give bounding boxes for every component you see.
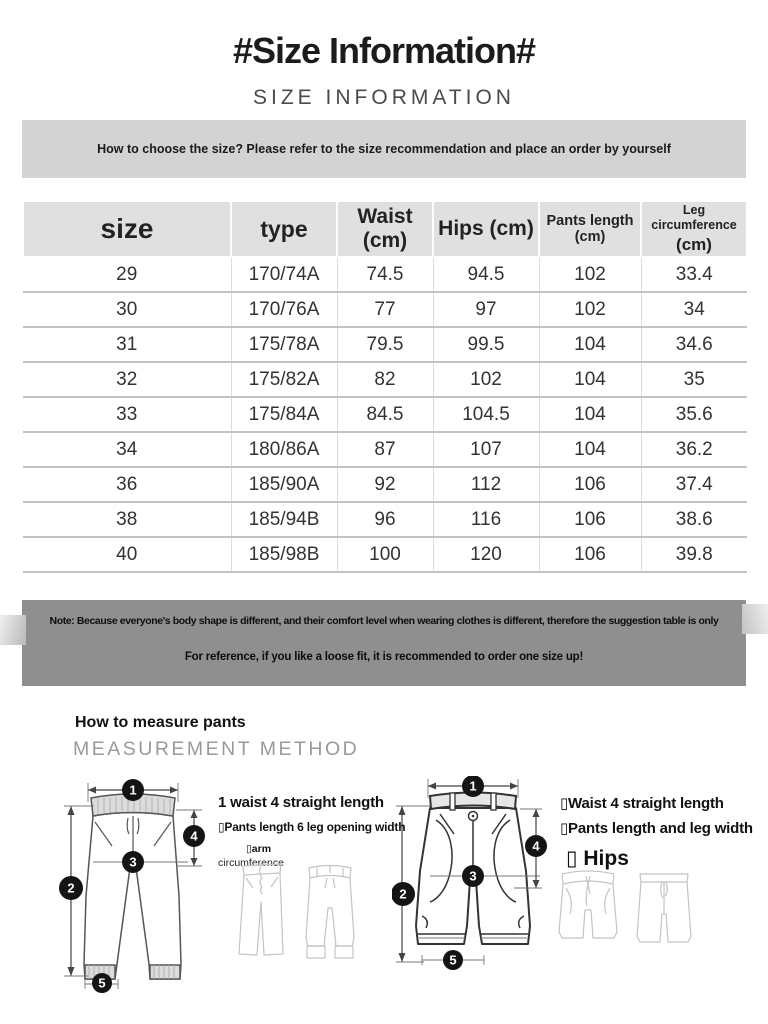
table-cell: 38.6: [641, 502, 747, 537]
pants-thumbnails: [233, 858, 359, 962]
col-header-size: size: [23, 201, 231, 257]
size-table-body: [23, 257, 747, 572]
table-cell: 39.8: [641, 537, 747, 572]
pants-marker-5: 5: [98, 975, 106, 991]
pants-marker-1: 1: [129, 782, 137, 798]
table-cell: 106: [539, 467, 641, 502]
table-cell: 29: [23, 257, 231, 292]
table-cell: 35.6: [641, 397, 747, 432]
shorts-thumbnails: [556, 862, 696, 952]
pants-thumbnail-2: [301, 858, 359, 962]
table-cell: 36.2: [641, 432, 747, 467]
table-cell: 175/84A: [231, 397, 337, 432]
col-header-hips: Hips (cm): [433, 201, 539, 257]
col-header-type: type: [231, 201, 337, 257]
table-row: [23, 432, 747, 467]
page-subtitle: SIZE INFORMATION: [253, 86, 515, 109]
table-cell: 175/78A: [231, 327, 337, 362]
pants-note-2: ▯Pants length 6 leg opening width: [218, 820, 406, 834]
table-cell: 36: [23, 467, 231, 502]
pants-diagram-svg: [58, 776, 208, 994]
table-cell: 34: [641, 292, 747, 327]
table-row: [23, 502, 747, 537]
note-line-1: Note: Because everyone's body shape is different, and their comfort level when wearing clothes is different, therefore the suggestion table is only: [49, 615, 719, 627]
table-cell: 185/94B: [231, 502, 337, 537]
table-cell: 33.4: [641, 257, 747, 292]
measure-heading: How to measure pants: [75, 714, 246, 731]
shorts-measure-notes: [560, 794, 753, 871]
shorts-diagram-svg: [392, 776, 550, 978]
shorts-thumbnail-1: [556, 862, 620, 952]
table-cell: 34.6: [641, 327, 747, 362]
table-cell: 112: [433, 467, 539, 502]
table-cell: 99.5: [433, 327, 539, 362]
table-cell: 170/76A: [231, 292, 337, 327]
table-row: [23, 467, 747, 502]
shorts-diagram: [392, 776, 550, 983]
table-cell: 116: [433, 502, 539, 537]
table-cell: 94.5: [433, 257, 539, 292]
shorts-thumbnail-2: [632, 864, 696, 952]
shorts-note-2: ▯Pants length and leg width: [560, 820, 753, 837]
table-row: [23, 537, 747, 572]
table-cell: 107: [433, 432, 539, 467]
table-cell: 100: [337, 537, 433, 572]
table-cell: 97: [433, 292, 539, 327]
size-table-header: [23, 201, 747, 257]
measure-subheading: MEASUREMENT METHOD: [73, 738, 360, 760]
size-table: [22, 200, 748, 573]
page-title: #Size Information#: [232, 30, 536, 71]
table-cell: 30: [23, 292, 231, 327]
table-cell: 120: [433, 537, 539, 572]
shorts-marker-1: 1: [469, 778, 477, 794]
shorts-marker-2: 2: [399, 886, 407, 902]
note-banner: [22, 600, 746, 686]
shorts-note-3: ▯ Hips: [566, 847, 629, 870]
table-cell: 106: [539, 537, 641, 572]
pants-marker-4: 4: [190, 828, 198, 844]
table-cell: 104: [539, 362, 641, 397]
header-row: [23, 201, 747, 257]
pants-note-1: 1 waist 4 straight length: [218, 794, 384, 811]
shorts-marker-5: 5: [449, 952, 457, 968]
table-cell: 77: [337, 292, 433, 327]
pants-diagram: [58, 776, 208, 999]
table-row: [23, 327, 747, 362]
table-cell: 32: [23, 362, 231, 397]
shorts-marker-4: 4: [532, 838, 540, 854]
table-cell: 31: [23, 327, 231, 362]
table-cell: 102: [539, 292, 641, 327]
table-cell: 104.5: [433, 397, 539, 432]
table-cell: 102: [539, 257, 641, 292]
table-cell: 185/98B: [231, 537, 337, 572]
table-cell: 104: [539, 397, 641, 432]
table-cell: 92: [337, 467, 433, 502]
col-header-waist: Waist (cm): [337, 201, 433, 257]
shorts-marker-3: 3: [469, 868, 477, 884]
table-cell: 38: [23, 502, 231, 537]
ribbon-wing-left: [0, 615, 26, 645]
table-row: [23, 257, 747, 292]
table-cell: 104: [539, 327, 641, 362]
table-cell: 34: [23, 432, 231, 467]
table-cell: 84.5: [337, 397, 433, 432]
table-cell: 33: [23, 397, 231, 432]
table-row: [23, 397, 747, 432]
table-cell: 74.5: [337, 257, 433, 292]
table-cell: 102: [433, 362, 539, 397]
table-cell: 96: [337, 502, 433, 537]
shorts-note-1: ▯Waist 4 straight length: [560, 795, 724, 812]
choose-size-banner: [22, 120, 746, 178]
note-line-2: For reference, if you like a loose fit, it is recommended to order one size up!: [184, 651, 584, 663]
table-cell: 79.5: [337, 327, 433, 362]
pants-note-4: circumference: [218, 857, 284, 869]
table-cell: 106: [539, 502, 641, 537]
pants-marker-2: 2: [67, 880, 75, 896]
table-cell: 104: [539, 432, 641, 467]
table-cell: 35: [641, 362, 747, 397]
table-row: [23, 362, 747, 397]
table-cell: 37.4: [641, 467, 747, 502]
table-cell: 40: [23, 537, 231, 572]
col-header-pants-length: Pants length (cm): [539, 201, 641, 257]
ribbon-wing-right: [742, 604, 768, 634]
leg-circumference-unit: (cm): [676, 235, 712, 254]
table-row: [23, 292, 747, 327]
choose-size-banner-text: How to choose the size? Please refer to the size recommendation and place an order by yourself: [97, 142, 671, 156]
table-cell: 170/74A: [231, 257, 337, 292]
pants-thumbnail-1: [233, 858, 289, 962]
col-header-leg-circumference: [641, 201, 747, 257]
table-cell: 185/90A: [231, 467, 337, 502]
pants-marker-3: 3: [129, 854, 137, 870]
table-cell: 175/82A: [231, 362, 337, 397]
table-cell: 87: [337, 432, 433, 467]
leg-circumference-label: Leg circumference: [651, 202, 737, 233]
table-cell: 82: [337, 362, 433, 397]
table-cell: 180/86A: [231, 432, 337, 467]
pants-note-3: ▯arm: [246, 843, 272, 855]
